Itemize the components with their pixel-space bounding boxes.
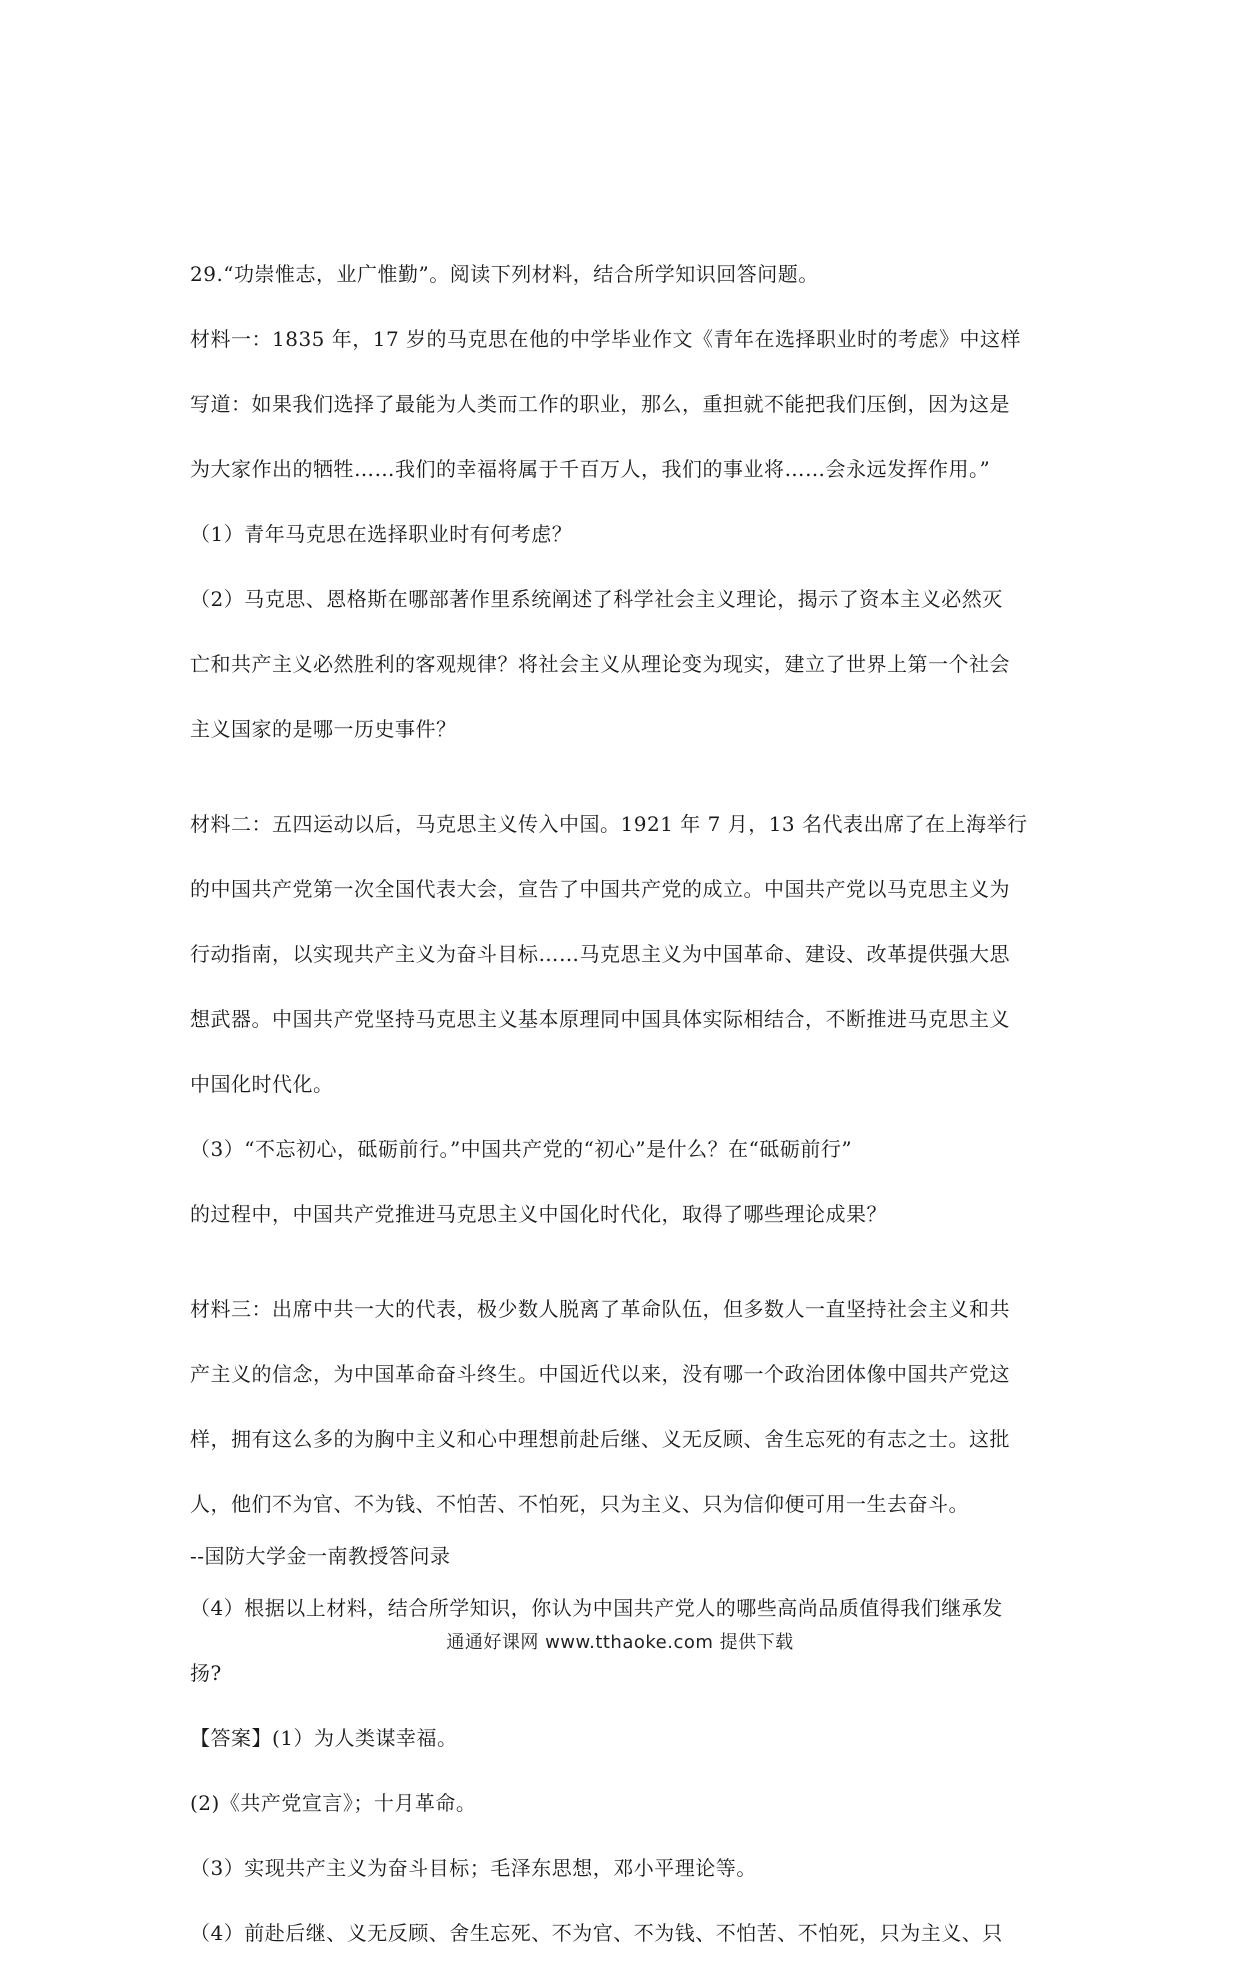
material3-line: 材料三：出席中共一大的代表，极少数人脱离了革命队伍，但多数人一直坚持社会主义和共 (190, 1297, 1010, 1321)
sub-question-3: 的过程中，中国共产党推进马克思主义中国化时代化，取得了哪些理论成果？ (190, 1202, 887, 1226)
material3-line: 人，他们不为官、不为钱、不怕苦、不怕死，只为主义、只为信仰便可用一生去奋斗。 (190, 1492, 969, 1516)
answer-4: （4）前赴后继、义无反顾、舍生忘死、不为官、不为钱、不怕苦、不怕死，只为主义、只 (190, 1921, 1003, 1945)
material2-line: 中国化时代化。 (190, 1072, 334, 1096)
sub-question-4: （4）根据以上材料，结合所学知识，你认为中国共产党人的哪些高尚品质值得我们继承发 (190, 1596, 1003, 1620)
material2-line: 的中国共产党第一次全国代表大会，宣告了中国共产党的成立。中国共产党以马克思主义为 (190, 877, 1010, 901)
material1-line: 材料一：1835 年，17 岁的马克思在他的中学毕业作文《青年在选择职业时的考虑》中这样 (190, 327, 1022, 351)
material3-line: 样，拥有这么多的为胸中主义和心中理想前赴后继、义无反顾、舍生忘死的有志之士。这批 (190, 1427, 1010, 1451)
sub-question-1: （1）青年马克思在选择职业时有何考虑？ (190, 522, 573, 546)
document-body (190, 258, 1060, 1982)
answer-2: (2)《共产党宣言》；十月革命。 (190, 1791, 477, 1815)
sub-question-2: 亡和共产主义必然胜利的客观规律？将社会主义从理论变为现实，建立了世界上第一个社会 (190, 652, 1010, 676)
sub-question-4: 扬? (190, 1661, 222, 1685)
material2-line: 想武器。中国共产党坚持马克思主义基本原理同中国具体实际相结合，不断推进马克思主义 (190, 1007, 1010, 1031)
sub-question-3: （3）“不忘初心，砥砺前行。”中国共产党的“初心”是什么？在“砥砺前行” (190, 1137, 853, 1161)
material1-line: 写道：如果我们选择了最能为人类而工作的职业，那么，重担就不能把我们压倒，因为这是 (190, 392, 1010, 416)
paragraph-gap (190, 1263, 1060, 1293)
answer-3: （3）实现共产主义为奋斗目标；毛泽东思想，邓小平理论等。 (190, 1856, 757, 1880)
answer-1: 【答案】(1）为人类谋幸福。 (190, 1726, 458, 1750)
material2-line: 行动指南，以实现共产主义为奋斗目标……马克思主义为中国革命、建设、改革提供强大思 (190, 942, 1010, 966)
paragraph-gap (190, 778, 1060, 808)
sub-question-2: 主义国家的是哪一历史事件？ (190, 717, 457, 741)
material1-line: 为大家作出的牺牲……我们的幸福将属于千百万人，我们的事业将……会永远发挥作用。” (190, 457, 991, 481)
sub-question-2: （2）马克思、恩格斯在哪部著作里系统阐述了科学社会主义理论，揭示了资本主义必然灭 (190, 587, 1003, 611)
question-title: 29.“功崇惟志，业广惟勤”。阅读下列材料，结合所学知识回答问题。 (190, 262, 819, 286)
material3-source: --国防大学金一南教授答问录 (190, 1544, 451, 1568)
material2-line: 材料二：五四运动以后，马克思主义传入中国。1921 年 7 月，13 名代表出席了在上海举行 (190, 812, 1028, 836)
material3-line: 产主义的信念，为中国革命奋斗终生。中国近代以来，没有哪一个政治团体像中国共产党这 (190, 1362, 1010, 1386)
page-footer: 通通好课网 www.tthaoke.com 提供下载 (446, 1632, 794, 1653)
